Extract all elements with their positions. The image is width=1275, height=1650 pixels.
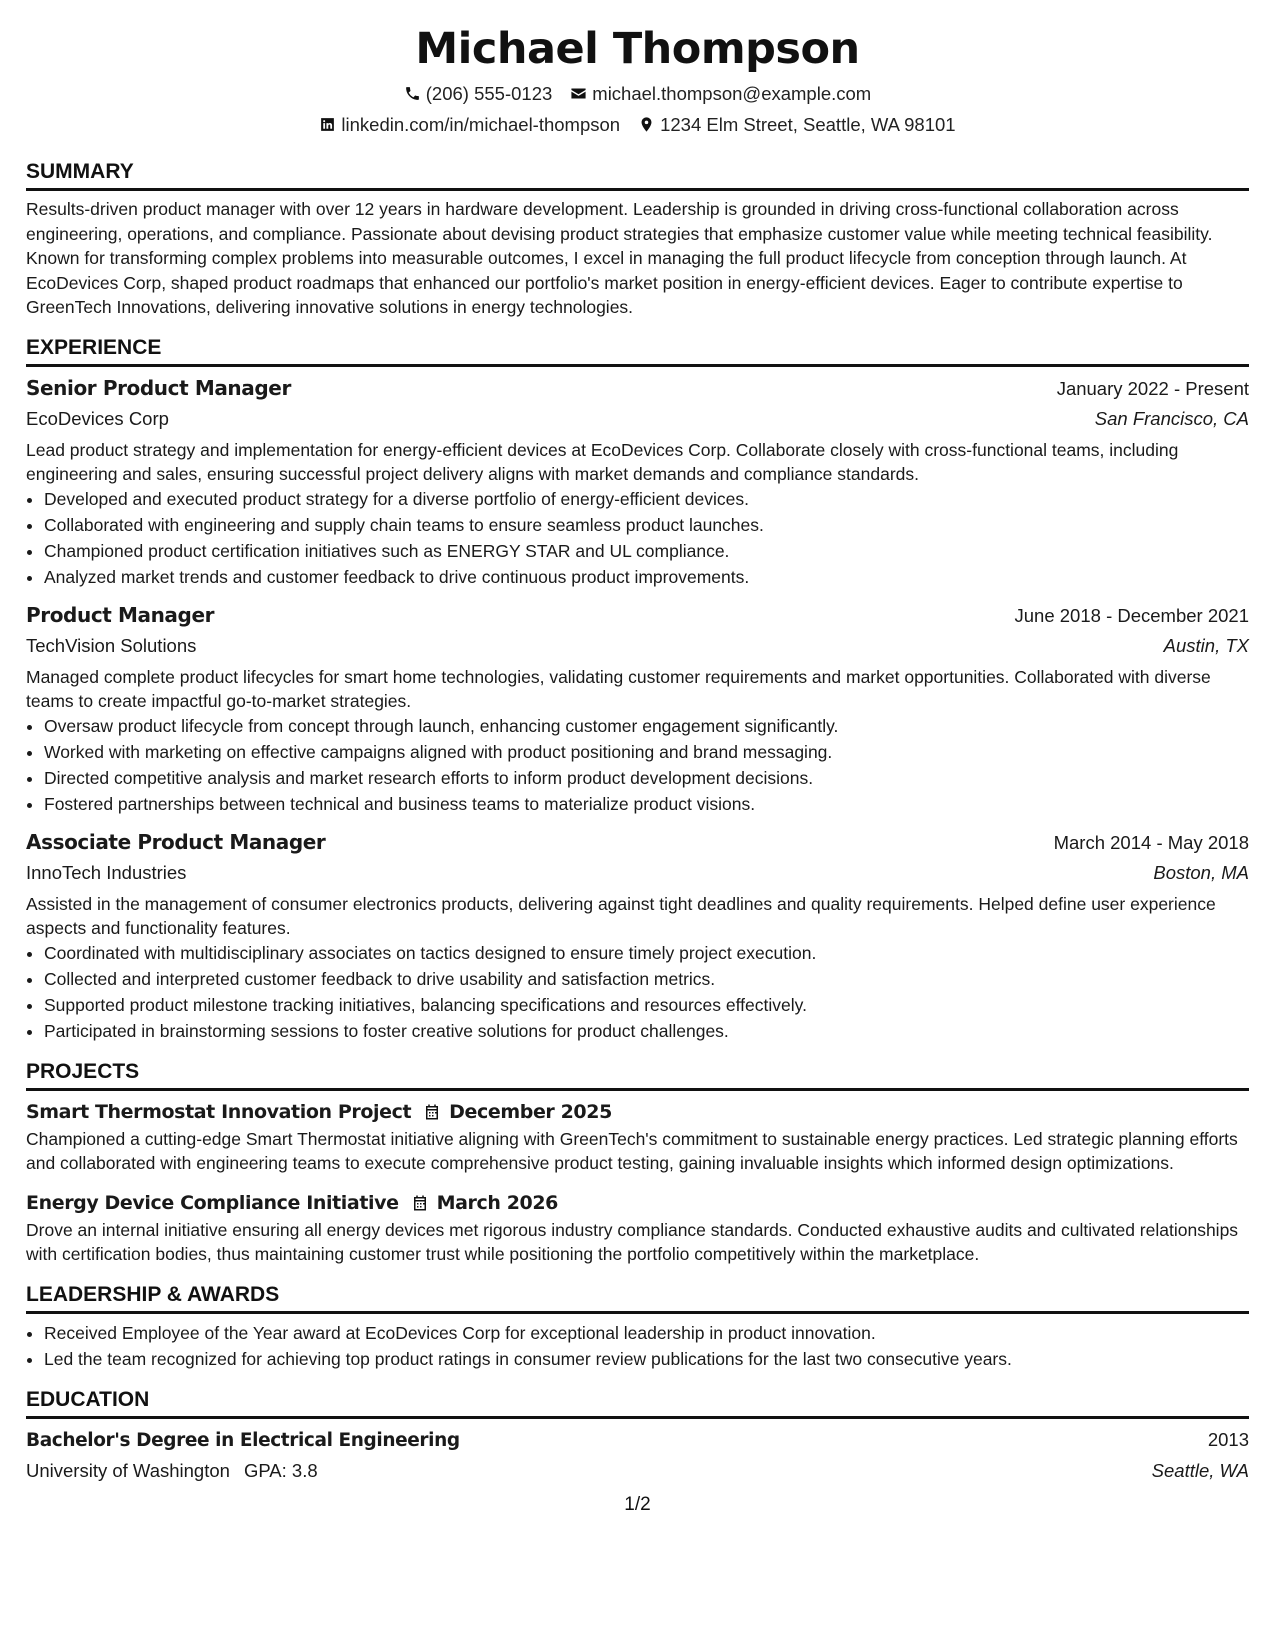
job-dates: March 2014 - May 2018 xyxy=(1053,831,1249,853)
list-item: • Participated in brainstorming sessions to foster creative solutions for product challenges. xyxy=(44,1018,1249,1044)
leadership-bullets xyxy=(26,1320,1249,1372)
leadership-section xyxy=(26,1281,1249,1372)
email-link[interactable]: michael.thompson@example.com xyxy=(592,82,872,104)
project-title: Energy Device Compliance Initiative xyxy=(26,1191,399,1214)
contact-phone xyxy=(404,83,553,105)
job-subheader xyxy=(26,404,1249,434)
project-date-text: December 2025 xyxy=(449,1100,612,1123)
list-item: • Championed product certification initiatives such as ENERGY STAR and UL compliance. xyxy=(44,538,1249,564)
education-heading: EDUCATION xyxy=(26,1386,1249,1419)
list-item: • Oversaw product lifecycle from concept through launch, enhancing customer engagement significantly. xyxy=(44,713,1249,739)
candidate-name: Michael Thompson xyxy=(415,24,860,74)
job-description: Assisted in the management of consumer electronics products, delivering against tight deadlines and quality requirements. Helped define user experience aspects and functionality features. xyxy=(26,893,1216,938)
degree-title: Bachelor's Degree in Electrical Engineering xyxy=(26,1429,460,1451)
graduation-year: 2013 xyxy=(1207,1428,1249,1450)
job-subheader xyxy=(26,631,1249,661)
contact-address xyxy=(638,114,956,136)
project-description: Championed a cutting-edge Smart Thermostat initiative aligning with GreenTech's commitment to sustainable energy practices. Led strategic planning efforts and collaborated with engineering teams to execute comprehensive product testing, gaining invaluable insights which informed design optimizations. xyxy=(26,1128,1238,1173)
list-item: • Analyzed market trends and customer feedback to drive continuous product improvements. xyxy=(44,564,1249,590)
resume-page xyxy=(26,20,1249,1486)
job-location: San Francisco, CA xyxy=(1094,407,1249,429)
education-section xyxy=(26,1386,1249,1486)
list-item: • Coordinated with multidisciplinary associates on tactics designed to ensure timely project execution. xyxy=(44,940,1249,966)
gpa: GPA: 3.8 xyxy=(243,1459,318,1481)
experience-section xyxy=(26,334,1249,1044)
page-number: 1/2 xyxy=(624,1494,651,1515)
projects-heading: PROJECTS xyxy=(26,1058,1249,1091)
job-title: Associate Product Manager xyxy=(26,829,326,854)
job-location: Boston, MA xyxy=(1153,861,1249,883)
list-item: • Directed competitive analysis and market research efforts to inform product development decisions. xyxy=(44,765,1249,791)
job-bullets xyxy=(26,940,1249,1044)
job-company: EcoDevices Corp xyxy=(26,407,169,429)
list-item: • Fostered partnerships between technical and business teams to materialize product visions. xyxy=(44,791,1249,817)
projects-section xyxy=(26,1058,1249,1267)
phone-icon xyxy=(404,85,421,102)
contact-row-primary xyxy=(26,78,1249,109)
linkedin-link[interactable]: linkedin.com/in/michael-thompson xyxy=(341,113,621,135)
list-item: • Supported product milestone tracking initiatives, balancing specifications and resources effectively. xyxy=(44,992,1249,1018)
list-item: • Led the team recognized for achieving top product ratings in consumer review publications for the last two consecutive years. xyxy=(44,1346,1249,1372)
job-dates: June 2018 - December 2021 xyxy=(1014,604,1249,626)
job-entry xyxy=(26,600,1249,817)
envelope-icon xyxy=(570,85,587,102)
summary-heading: SUMMARY xyxy=(26,158,1249,191)
list-item: • Collected and interpreted customer feedback to drive usability and satisfaction metrics. xyxy=(44,966,1249,992)
contact-row-secondary xyxy=(26,109,1249,140)
education-header xyxy=(26,1425,1249,1456)
list-item: • Worked with marketing on effective campaigns aligned with product positioning and brand messaging. xyxy=(44,739,1249,765)
job-title: Senior Product Manager xyxy=(26,375,291,400)
job-dates: January 2022 - Present xyxy=(1056,377,1249,399)
summary-text: Results-driven product manager with over 12 years in hardware development. Leadership is grounded in driving cross-functional collaboration across engineering, operations, and compliance. Passionate about devising product strategies that emphasize customer value while meeting technical feasibility. Known for transforming complex problems into measurable outcomes, I excel in managing the full product lifecycle from conception through launch. At EcoDevices Corp, shaped product roadmaps that enhanced our portfolio's market position in energy-efficient devices. Eager to contribute expertise to GreenTech Innovations, delivering innovative solutions in energy technologies. xyxy=(26,199,1213,317)
school-name: University of Washington xyxy=(26,1459,230,1481)
linkedin-icon xyxy=(319,116,336,133)
contact-email[interactable] xyxy=(570,83,871,105)
project-date xyxy=(423,1101,612,1123)
project-entry xyxy=(26,1097,1249,1176)
project-header xyxy=(26,1188,1249,1218)
school-info xyxy=(26,1456,318,1486)
job-title: Product Manager xyxy=(26,602,215,627)
job-description: Managed complete product lifecycles for smart home technologies, validating customer requirements and market opportunities. Collaborated with diverse teams to create impactful go-to-market strategies. xyxy=(26,666,1211,711)
job-header xyxy=(26,600,1249,631)
project-date xyxy=(411,1192,558,1214)
job-bullets xyxy=(26,713,1249,817)
calendar-icon xyxy=(411,1194,429,1212)
job-header xyxy=(26,373,1249,404)
project-title: Smart Thermostat Innovation Project xyxy=(26,1100,412,1123)
project-header xyxy=(26,1097,1249,1127)
school-location: Seattle, WA xyxy=(1151,1459,1249,1481)
job-bullets xyxy=(26,486,1249,590)
leadership-heading: LEADERSHIP & AWARDS xyxy=(26,1281,1249,1314)
project-date-text: March 2026 xyxy=(436,1191,558,1214)
phone-text: (206) 555-0123 xyxy=(425,82,553,104)
map-pin-icon xyxy=(638,116,655,133)
list-item: • Received Employee of the Year award at EcoDevices Corp for exceptional leadership in product innovation. xyxy=(44,1320,1249,1346)
calendar-icon xyxy=(423,1103,441,1121)
list-item: • Developed and executed product strategy for a diverse portfolio of energy-efficient devices. xyxy=(44,486,1249,512)
job-description: Lead product strategy and implementation for energy-efficient devices at EcoDevices Corp. Collaborate closely with cross-functional teams, including engineering and sales, ensuring successful project delivery aligns with market demands and compliance standards. xyxy=(26,439,1179,484)
job-company: InnoTech Industries xyxy=(26,861,187,883)
job-company: TechVision Solutions xyxy=(26,634,197,656)
experience-heading: EXPERIENCE xyxy=(26,334,1249,367)
summary-section xyxy=(26,158,1249,320)
job-subheader xyxy=(26,858,1249,888)
address-text: 1234 Elm Street, Seattle, WA 98101 xyxy=(660,113,956,135)
job-location: Austin, TX xyxy=(1163,634,1249,656)
project-entry xyxy=(26,1188,1249,1267)
project-description: Drove an internal initiative ensuring all energy devices met rigorous industry compliance standards. Conducted exhaustive audits and cultivated relationships with certification bodies, thus maintaining customer trust while positioning the portfolio competitively within the marketplace. xyxy=(26,1219,1239,1264)
job-entry xyxy=(26,373,1249,590)
job-entry xyxy=(26,827,1249,1044)
job-header xyxy=(26,827,1249,858)
education-subheader xyxy=(26,1456,1249,1486)
list-item: • Collaborated with engineering and supply chain teams to ensure seamless product launches. xyxy=(44,512,1249,538)
contact-linkedin[interactable] xyxy=(319,114,620,136)
